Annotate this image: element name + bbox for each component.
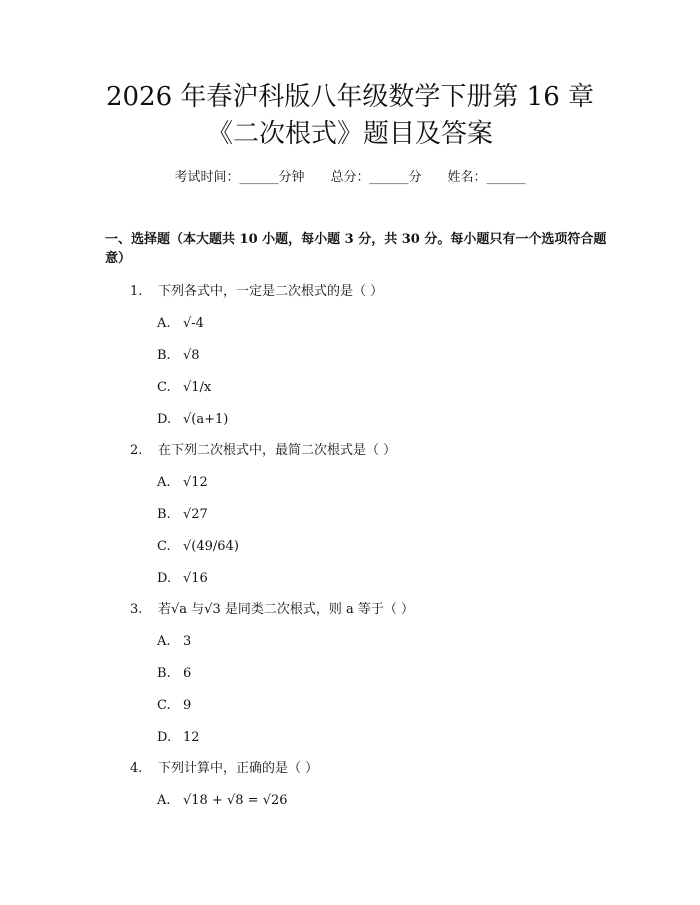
option-label: A. — [157, 475, 171, 490]
total-score-label: 总分：______分 — [330, 170, 422, 185]
option-text: 3 — [183, 634, 192, 649]
option-label: D. — [157, 412, 172, 427]
q3-option-d — [157, 729, 200, 747]
option-text: √8 — [183, 348, 200, 363]
option-text: 6 — [183, 666, 192, 681]
option-text: 9 — [183, 698, 192, 713]
document-title-line-2: 《二次根式》题目及答案 — [206, 119, 493, 149]
q2-option-b — [157, 506, 208, 524]
option-text: √1/x — [183, 380, 212, 395]
option-text: √(49/64) — [183, 539, 239, 554]
option-label: A. — [157, 634, 171, 649]
option-label: B. — [157, 666, 171, 681]
option-label: A. — [157, 793, 171, 808]
option-text: √27 — [183, 507, 208, 522]
option-label: A. — [157, 316, 171, 331]
q2-option-c — [157, 538, 239, 556]
question-text: 下列各式中，一定是二次根式的是（ ） — [158, 284, 384, 299]
question-3 — [130, 601, 414, 619]
q3-option-b — [157, 665, 191, 683]
option-text: √18 + √8 = √26 — [183, 793, 288, 808]
q3-option-c — [157, 697, 191, 715]
option-label: D. — [157, 730, 172, 745]
exam-info-line — [0, 169, 700, 187]
question-1 — [130, 283, 383, 301]
option-text: √(a+1) — [183, 412, 229, 427]
question-text: 在下列二次根式中，最简二次根式是（ ） — [158, 443, 397, 458]
student-name-label: 姓名：______ — [447, 170, 526, 185]
question-4 — [130, 760, 318, 778]
q1-option-d — [157, 411, 228, 429]
q3-option-a — [157, 633, 191, 651]
option-text: 12 — [183, 730, 200, 745]
question-2 — [130, 442, 396, 460]
option-label: C. — [157, 539, 171, 554]
q1-option-a — [157, 315, 204, 333]
option-label: D. — [157, 571, 172, 586]
option-label: B. — [157, 348, 171, 363]
option-text: √12 — [183, 475, 208, 490]
q1-option-c — [157, 379, 211, 397]
option-label: B. — [157, 507, 171, 522]
exam-time-label: 考试时间：______分钟 — [174, 170, 305, 185]
q2-option-a — [157, 474, 208, 492]
document-title-line-1: 2026 年春沪科版八年级数学下册第 16 章 — [105, 82, 595, 112]
option-text: √16 — [183, 571, 208, 586]
option-text: √-4 — [183, 316, 204, 331]
q4-option-a — [157, 792, 288, 810]
option-label: C. — [157, 698, 171, 713]
question-text: 若√a 与√3 是同类二次根式，则 a 等于（ ） — [158, 602, 415, 617]
q2-option-d — [157, 570, 208, 588]
question-number: 3. — [130, 602, 143, 617]
option-label: C. — [157, 380, 171, 395]
question-number: 2. — [130, 443, 143, 458]
question-number: 1. — [130, 284, 143, 299]
question-text: 下列计算中，正确的是（ ） — [158, 761, 319, 776]
section-heading-multiple-choice: 一、选择题（本大题共 10 小题，每小题 3 分，共 30 分。每小题只有一个选项符合题意） — [105, 232, 607, 266]
q1-option-b — [157, 347, 200, 365]
question-number: 4. — [130, 761, 143, 776]
